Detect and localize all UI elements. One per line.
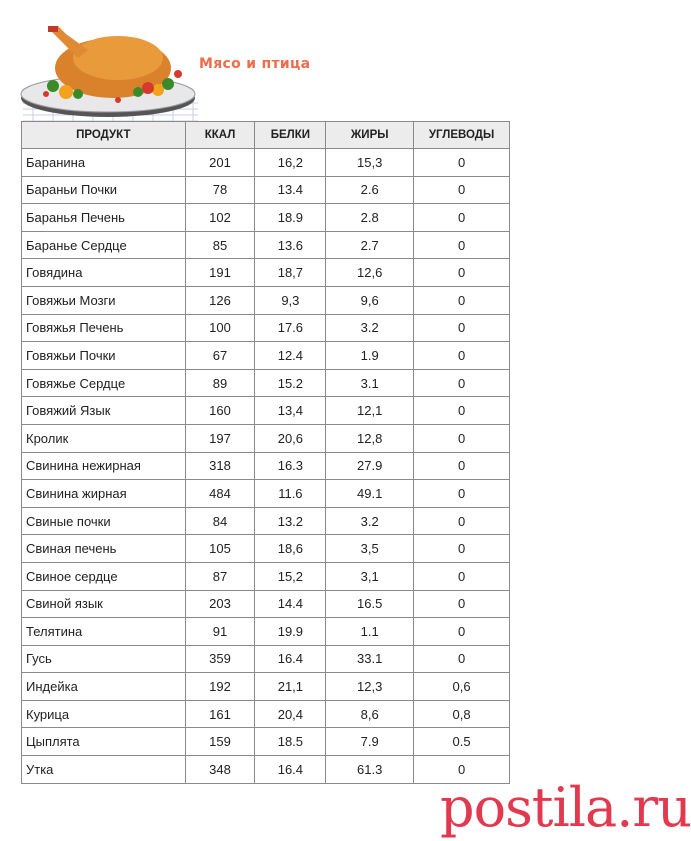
carbs-value: 0: [414, 480, 510, 508]
fat-value: 12,8: [326, 424, 414, 452]
kcal-value: 105: [185, 535, 255, 563]
fat-value: 1.1: [326, 618, 414, 646]
fat-value: 27.9: [326, 452, 414, 480]
fat-value: 9,6: [326, 286, 414, 314]
fat-value: 3.2: [326, 507, 414, 535]
table-row: [22, 231, 510, 259]
kcal-value: 203: [185, 590, 255, 618]
table-row: [22, 149, 510, 177]
protein-value: 21,1: [255, 673, 326, 701]
product-name: Баранье Сердце: [22, 231, 186, 259]
product-name: Курица: [22, 700, 186, 728]
table-row: [22, 673, 510, 701]
protein-value: 16.3: [255, 452, 326, 480]
nutrition-table: [21, 121, 510, 784]
table-row: [22, 645, 510, 673]
protein-value: 20,4: [255, 700, 326, 728]
fat-value: 12,3: [326, 673, 414, 701]
fat-value: 8,6: [326, 700, 414, 728]
carbs-value: 0: [414, 535, 510, 563]
carbs-value: 0,6: [414, 673, 510, 701]
kcal-value: 359: [185, 645, 255, 673]
kcal-value: 87: [185, 562, 255, 590]
roast-turkey-illustration: [18, 8, 198, 123]
carbs-value: 0: [414, 259, 510, 287]
table-row: [22, 204, 510, 232]
protein-value: 16.4: [255, 756, 326, 784]
kcal-value: 78: [185, 176, 255, 204]
fat-value: 3,5: [326, 535, 414, 563]
protein-value: 19.9: [255, 618, 326, 646]
fat-value: 3.2: [326, 314, 414, 342]
product-name: Бараньи Почки: [22, 176, 186, 204]
product-name: Баранина: [22, 149, 186, 177]
protein-value: 13.6: [255, 231, 326, 259]
protein-value: 18.5: [255, 728, 326, 756]
carbs-value: 0: [414, 507, 510, 535]
kcal-value: 89: [185, 369, 255, 397]
kcal-value: 91: [185, 618, 255, 646]
kcal-value: 85: [185, 231, 255, 259]
carbs-value: 0: [414, 618, 510, 646]
carbs-value: 0: [414, 342, 510, 370]
protein-value: 16.4: [255, 645, 326, 673]
carbs-value: 0: [414, 590, 510, 618]
fat-value: 1.9: [326, 342, 414, 370]
table-row: [22, 535, 510, 563]
carbs-value: 0: [414, 149, 510, 177]
carbs-value: 0: [414, 452, 510, 480]
kcal-value: 318: [185, 452, 255, 480]
protein-value: 15.2: [255, 369, 326, 397]
fat-value: 3,1: [326, 562, 414, 590]
postila-watermark: postila.ru: [440, 776, 691, 839]
table-row: [22, 424, 510, 452]
fat-value: 61.3: [326, 756, 414, 784]
product-name: Говяжьи Мозги: [22, 286, 186, 314]
table-row: [22, 286, 510, 314]
table-row: [22, 369, 510, 397]
table-row: [22, 452, 510, 480]
fat-value: 49.1: [326, 480, 414, 508]
kcal-value: 192: [185, 673, 255, 701]
protein-value: 18,7: [255, 259, 326, 287]
fat-value: 7.9: [326, 728, 414, 756]
product-name: Индейка: [22, 673, 186, 701]
table-row: [22, 728, 510, 756]
kcal-value: 348: [185, 756, 255, 784]
kcal-value: 160: [185, 397, 255, 425]
product-name: Свиные почки: [22, 507, 186, 535]
kcal-value: 161: [185, 700, 255, 728]
header-fat: ЖИРЫ: [326, 122, 414, 149]
fat-value: 2.8: [326, 204, 414, 232]
protein-value: 18,6: [255, 535, 326, 563]
fat-value: 12,1: [326, 397, 414, 425]
product-name: Говяжья Печень: [22, 314, 186, 342]
carbs-value: 0: [414, 176, 510, 204]
product-name: Говяжье Сердце: [22, 369, 186, 397]
table-row: [22, 562, 510, 590]
table-row: [22, 259, 510, 287]
header-product: ПРОДУКТ: [22, 122, 186, 149]
protein-value: 18.9: [255, 204, 326, 232]
product-name: Свиное сердце: [22, 562, 186, 590]
carbs-value: 0: [414, 231, 510, 259]
carbs-value: 0: [414, 645, 510, 673]
carbs-value: 0,8: [414, 700, 510, 728]
table-row: [22, 480, 510, 508]
protein-value: 16,2: [255, 149, 326, 177]
carbs-value: 0: [414, 756, 510, 784]
kcal-value: 84: [185, 507, 255, 535]
fat-value: 12,6: [326, 259, 414, 287]
carbs-value: 0: [414, 424, 510, 452]
table-header-row: [22, 122, 510, 149]
kcal-value: 484: [185, 480, 255, 508]
carbs-value: 0: [414, 562, 510, 590]
product-name: Гусь: [22, 645, 186, 673]
carbs-value: 0: [414, 397, 510, 425]
fat-value: 2.6: [326, 176, 414, 204]
fat-value: 16.5: [326, 590, 414, 618]
carbs-value: 0: [414, 369, 510, 397]
protein-value: 15,2: [255, 562, 326, 590]
fat-value: 3.1: [326, 369, 414, 397]
kcal-value: 197: [185, 424, 255, 452]
kcal-value: 191: [185, 259, 255, 287]
product-name: Свинина жирная: [22, 480, 186, 508]
table-row: [22, 618, 510, 646]
table-row: [22, 507, 510, 535]
table-row: [22, 176, 510, 204]
header-protein: БЕЛКИ: [255, 122, 326, 149]
protein-value: 9,3: [255, 286, 326, 314]
kcal-value: 100: [185, 314, 255, 342]
page-title: Мясо и птица: [199, 56, 311, 72]
product-name: Цыплята: [22, 728, 186, 756]
product-name: Говяжьи Почки: [22, 342, 186, 370]
protein-value: 20,6: [255, 424, 326, 452]
fat-value: 2.7: [326, 231, 414, 259]
product-name: Свиная печень: [22, 535, 186, 563]
kcal-value: 102: [185, 204, 255, 232]
product-name: Свинина нежирная: [22, 452, 186, 480]
protein-value: 14.4: [255, 590, 326, 618]
table-row: [22, 756, 510, 784]
table-row: [22, 342, 510, 370]
kcal-value: 126: [185, 286, 255, 314]
product-name: Кролик: [22, 424, 186, 452]
fat-value: 15,3: [326, 149, 414, 177]
fat-value: 33.1: [326, 645, 414, 673]
header-carbs: УГЛЕВОДЫ: [414, 122, 510, 149]
kcal-value: 67: [185, 342, 255, 370]
carbs-value: 0: [414, 286, 510, 314]
product-name: Утка: [22, 756, 186, 784]
protein-value: 13.4: [255, 176, 326, 204]
product-name: Баранья Печень: [22, 204, 186, 232]
carbs-value: 0: [414, 314, 510, 342]
header-kcal: ККАЛ: [185, 122, 255, 149]
table-row: [22, 700, 510, 728]
table-row: [22, 314, 510, 342]
protein-value: 17.6: [255, 314, 326, 342]
product-name: Говяжий Язык: [22, 397, 186, 425]
kcal-value: 159: [185, 728, 255, 756]
carbs-value: 0: [414, 204, 510, 232]
product-name: Телятина: [22, 618, 186, 646]
protein-value: 11.6: [255, 480, 326, 508]
table-row: [22, 590, 510, 618]
kcal-value: 201: [185, 149, 255, 177]
carbs-value: 0.5: [414, 728, 510, 756]
table-row: [22, 397, 510, 425]
protein-value: 13,4: [255, 397, 326, 425]
protein-value: 13.2: [255, 507, 326, 535]
product-name: Свиной язык: [22, 590, 186, 618]
protein-value: 12.4: [255, 342, 326, 370]
product-name: Говядина: [22, 259, 186, 287]
